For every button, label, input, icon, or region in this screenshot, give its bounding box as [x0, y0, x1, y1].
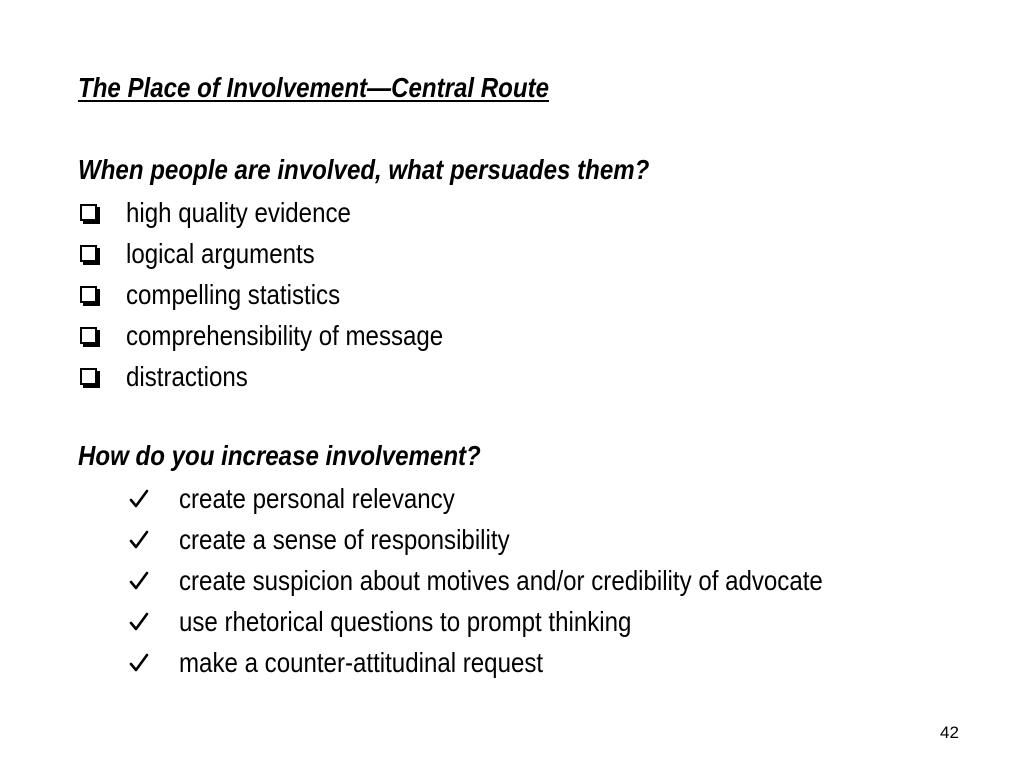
list-item-text: use rhetorical questions to prompt thinking — [179, 605, 632, 637]
list-item-text: create a sense of responsibility — [179, 523, 510, 555]
list-item-text: create suspicion about motives and/or credibility of advocate — [179, 564, 823, 596]
list-item — [78, 315, 495, 356]
list-item-text: logical arguments — [126, 237, 315, 269]
checkmark-icon — [128, 529, 150, 551]
slide-title: The Place of Involvement—Central Route — [78, 72, 549, 103]
page-number: 42 — [940, 723, 959, 742]
list-item — [128, 560, 928, 601]
list-item — [78, 192, 495, 233]
list-item — [78, 274, 495, 315]
list-item-text: distractions — [126, 360, 248, 392]
list-item — [78, 233, 495, 274]
section-question-involvement: How do you increase involvement? — [78, 440, 481, 471]
list-item-text: high quality evidence — [126, 196, 351, 228]
checkbox-icon — [80, 245, 97, 262]
list-item-text: compelling statistics — [126, 278, 341, 310]
list-item-text: create personal relevancy — [179, 482, 455, 514]
list-item-text: make a counter-attitudinal request — [179, 646, 544, 678]
section-question-persuasion: When people are involved, what persuades them? — [78, 154, 650, 185]
list-item — [128, 478, 928, 519]
list-item-text: comprehensibility of message — [126, 319, 444, 351]
checkbox-icon — [80, 368, 97, 385]
checkmark-icon — [128, 570, 150, 592]
checkmark-icon — [128, 652, 150, 674]
checkbox-icon — [80, 327, 97, 344]
checkmark-icon — [128, 488, 150, 510]
checkbox-icon — [80, 204, 97, 221]
involvement-strategies-list — [128, 478, 928, 683]
checkmark-icon — [128, 611, 150, 633]
checkbox-icon — [80, 286, 97, 303]
list-item — [78, 356, 495, 397]
list-item — [128, 519, 928, 560]
list-item — [128, 642, 928, 683]
persuasion-factors-list — [78, 192, 495, 397]
list-item — [128, 601, 928, 642]
